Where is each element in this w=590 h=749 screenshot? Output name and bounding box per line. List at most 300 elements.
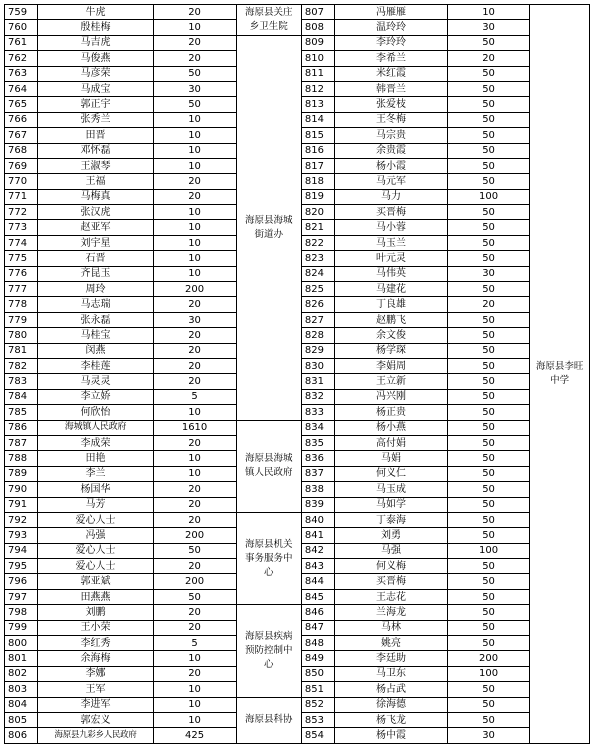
row-number: 806 bbox=[5, 728, 38, 743]
donor-name: 杨学琛 bbox=[335, 343, 447, 358]
row-number: 814 bbox=[301, 112, 334, 127]
donor-name: 李进军 bbox=[38, 697, 153, 712]
donation-amount: 10 bbox=[153, 128, 236, 143]
donor-name: 马志瑞 bbox=[38, 297, 153, 312]
row-number: 793 bbox=[5, 528, 38, 543]
row-number: 813 bbox=[301, 97, 334, 112]
row-number: 781 bbox=[5, 343, 38, 358]
donation-amount: 30 bbox=[447, 20, 530, 35]
row-number: 808 bbox=[301, 20, 334, 35]
row-number: 794 bbox=[5, 543, 38, 558]
row-number: 848 bbox=[301, 636, 334, 651]
donor-name: 田晋 bbox=[38, 128, 153, 143]
donor-name: 杨小燕 bbox=[335, 420, 447, 435]
donation-amount: 50 bbox=[447, 174, 530, 189]
donor-name: 余海梅 bbox=[38, 651, 153, 666]
donation-amount: 20 bbox=[447, 51, 530, 66]
donation-amount: 50 bbox=[447, 620, 530, 635]
organization-cell: 海原县海城街道办 bbox=[236, 35, 301, 420]
donation-amount: 50 bbox=[447, 158, 530, 173]
row-number: 768 bbox=[5, 143, 38, 158]
donor-name: 高付娟 bbox=[335, 435, 447, 450]
donation-table bbox=[4, 4, 590, 744]
row-number: 778 bbox=[5, 297, 38, 312]
donor-name: 马吉虎 bbox=[38, 35, 153, 50]
donation-amount: 10 bbox=[153, 451, 236, 466]
row-number: 777 bbox=[5, 282, 38, 297]
row-number: 796 bbox=[5, 574, 38, 589]
donor-name: 冯强 bbox=[38, 528, 153, 543]
donation-amount: 10 bbox=[153, 20, 236, 35]
donor-name: 张爱枝 bbox=[335, 97, 447, 112]
donor-name: 马芳 bbox=[38, 497, 153, 512]
donation-amount: 50 bbox=[447, 559, 530, 574]
donation-amount: 10 bbox=[153, 251, 236, 266]
donor-name: 李兰 bbox=[38, 466, 153, 481]
donation-amount: 50 bbox=[153, 543, 236, 558]
row-number: 828 bbox=[301, 328, 334, 343]
donor-name: 周玲 bbox=[38, 282, 153, 297]
donor-name: 丁良雄 bbox=[335, 297, 447, 312]
donor-name: 张汉虎 bbox=[38, 205, 153, 220]
row-number: 849 bbox=[301, 651, 334, 666]
donation-amount: 10 bbox=[153, 266, 236, 281]
donor-name: 杨中霞 bbox=[335, 728, 447, 743]
donation-amount: 50 bbox=[447, 682, 530, 697]
donor-name: 马林 bbox=[335, 620, 447, 635]
donation-amount: 100 bbox=[447, 189, 530, 204]
donation-amount: 50 bbox=[447, 143, 530, 158]
row-number: 825 bbox=[301, 282, 334, 297]
donation-amount: 5 bbox=[153, 389, 236, 404]
donor-name: 郭正宇 bbox=[38, 97, 153, 112]
donor-name: 邓怀磊 bbox=[38, 143, 153, 158]
donor-name: 王志花 bbox=[335, 589, 447, 604]
donation-sheet bbox=[4, 4, 590, 744]
donor-name: 马灵灵 bbox=[38, 374, 153, 389]
row-number: 812 bbox=[301, 81, 334, 96]
donor-name: 李立娇 bbox=[38, 389, 153, 404]
donation-amount: 20 bbox=[153, 497, 236, 512]
donation-amount: 200 bbox=[153, 528, 236, 543]
row-number: 783 bbox=[5, 374, 38, 389]
donor-name: 马桂宝 bbox=[38, 328, 153, 343]
donation-amount: 50 bbox=[447, 482, 530, 497]
donor-name: 丁泰海 bbox=[335, 512, 447, 527]
donor-name: 李桂莲 bbox=[38, 358, 153, 373]
row-number: 835 bbox=[301, 435, 334, 450]
row-number: 853 bbox=[301, 712, 334, 727]
row-number: 851 bbox=[301, 682, 334, 697]
donation-amount: 20 bbox=[153, 605, 236, 620]
row-number: 826 bbox=[301, 297, 334, 312]
donation-amount: 50 bbox=[447, 466, 530, 481]
donor-name: 海原县九彩乡人民政府 bbox=[38, 728, 153, 743]
donation-amount: 10 bbox=[153, 682, 236, 697]
donation-amount: 20 bbox=[447, 297, 530, 312]
table-row bbox=[5, 697, 590, 712]
table-row bbox=[5, 420, 590, 435]
donor-name: 马玉成 bbox=[335, 482, 447, 497]
donation-amount: 50 bbox=[447, 358, 530, 373]
donor-name: 马元军 bbox=[335, 174, 447, 189]
row-number: 829 bbox=[301, 343, 334, 358]
donor-name: 杨正贵 bbox=[335, 405, 447, 420]
organization-cell: 海原县疾病预防控制中心 bbox=[236, 605, 301, 697]
donation-amount: 10 bbox=[153, 220, 236, 235]
donor-name: 姚亮 bbox=[335, 636, 447, 651]
donation-amount: 50 bbox=[447, 81, 530, 96]
donor-name: 刘宇星 bbox=[38, 235, 153, 250]
row-number: 761 bbox=[5, 35, 38, 50]
row-number: 811 bbox=[301, 66, 334, 81]
row-number: 785 bbox=[5, 405, 38, 420]
row-number: 836 bbox=[301, 451, 334, 466]
row-number: 786 bbox=[5, 420, 38, 435]
donor-name: 马建花 bbox=[335, 282, 447, 297]
row-number: 769 bbox=[5, 158, 38, 173]
donation-amount: 20 bbox=[153, 482, 236, 497]
row-number: 832 bbox=[301, 389, 334, 404]
donor-name: 王小荣 bbox=[38, 620, 153, 635]
donation-amount: 50 bbox=[447, 66, 530, 81]
donation-amount: 20 bbox=[153, 297, 236, 312]
row-number: 799 bbox=[5, 620, 38, 635]
row-number: 782 bbox=[5, 358, 38, 373]
donation-amount: 20 bbox=[153, 435, 236, 450]
donation-amount: 50 bbox=[447, 35, 530, 50]
row-number: 770 bbox=[5, 174, 38, 189]
donor-name: 张秀兰 bbox=[38, 112, 153, 127]
row-number: 795 bbox=[5, 559, 38, 574]
donor-name: 韩晋兰 bbox=[335, 81, 447, 96]
row-number: 817 bbox=[301, 158, 334, 173]
row-number: 760 bbox=[5, 20, 38, 35]
donor-name: 杨国华 bbox=[38, 482, 153, 497]
row-number: 789 bbox=[5, 466, 38, 481]
donation-amount: 1610 bbox=[153, 420, 236, 435]
donor-name: 李玲玲 bbox=[335, 35, 447, 50]
donation-amount: 20 bbox=[153, 189, 236, 204]
donation-amount: 50 bbox=[447, 435, 530, 450]
donor-name: 齐昆玉 bbox=[38, 266, 153, 281]
row-number: 759 bbox=[5, 5, 38, 20]
donor-name: 李廷助 bbox=[335, 651, 447, 666]
row-number: 792 bbox=[5, 512, 38, 527]
row-number: 838 bbox=[301, 482, 334, 497]
row-number: 844 bbox=[301, 574, 334, 589]
donor-name: 冯雁雁 bbox=[335, 5, 447, 20]
donation-amount: 30 bbox=[447, 266, 530, 281]
donation-amount: 20 bbox=[153, 666, 236, 681]
donation-amount: 50 bbox=[447, 420, 530, 435]
donation-amount: 20 bbox=[153, 343, 236, 358]
donation-amount: 50 bbox=[447, 282, 530, 297]
row-number: 818 bbox=[301, 174, 334, 189]
row-number: 780 bbox=[5, 328, 38, 343]
row-number: 843 bbox=[301, 559, 334, 574]
row-number: 788 bbox=[5, 451, 38, 466]
row-number: 840 bbox=[301, 512, 334, 527]
donor-name: 叶元灵 bbox=[335, 251, 447, 266]
organization-cell: 海原县海城镇人民政府 bbox=[236, 420, 301, 512]
donor-name: 李娜 bbox=[38, 666, 153, 681]
donation-amount: 100 bbox=[447, 666, 530, 681]
donation-amount: 20 bbox=[153, 512, 236, 527]
donation-amount: 50 bbox=[447, 574, 530, 589]
donation-amount: 50 bbox=[447, 605, 530, 620]
row-number: 773 bbox=[5, 220, 38, 235]
row-number: 824 bbox=[301, 266, 334, 281]
donor-name: 王福 bbox=[38, 174, 153, 189]
table-row bbox=[5, 605, 590, 620]
row-number: 805 bbox=[5, 712, 38, 727]
donor-name: 马娟 bbox=[335, 451, 447, 466]
donation-amount: 100 bbox=[447, 543, 530, 558]
row-number: 823 bbox=[301, 251, 334, 266]
row-number: 810 bbox=[301, 51, 334, 66]
row-number: 833 bbox=[301, 405, 334, 420]
donation-amount: 50 bbox=[447, 512, 530, 527]
organization-cell: 海原县关庄乡卫生院 bbox=[236, 5, 301, 36]
donation-amount: 30 bbox=[447, 728, 530, 743]
donor-name: 石晋 bbox=[38, 251, 153, 266]
row-number: 790 bbox=[5, 482, 38, 497]
donation-amount: 10 bbox=[153, 697, 236, 712]
donation-amount: 10 bbox=[153, 466, 236, 481]
row-number: 791 bbox=[5, 497, 38, 512]
donation-amount: 50 bbox=[447, 636, 530, 651]
donation-amount: 20 bbox=[153, 51, 236, 66]
donation-amount: 50 bbox=[447, 205, 530, 220]
row-number: 846 bbox=[301, 605, 334, 620]
donor-name: 郭宏义 bbox=[38, 712, 153, 727]
donation-amount: 50 bbox=[447, 528, 530, 543]
donor-name: 何义仁 bbox=[335, 466, 447, 481]
donation-amount: 50 bbox=[447, 497, 530, 512]
donor-name: 马强 bbox=[335, 543, 447, 558]
donation-amount: 50 bbox=[447, 697, 530, 712]
donor-name: 爱心人士 bbox=[38, 543, 153, 558]
donor-name: 张永磊 bbox=[38, 312, 153, 327]
donor-name: 余贵霞 bbox=[335, 143, 447, 158]
row-number: 767 bbox=[5, 128, 38, 143]
row-number: 766 bbox=[5, 112, 38, 127]
donor-name: 马玉兰 bbox=[335, 235, 447, 250]
donation-amount: 20 bbox=[153, 35, 236, 50]
row-number: 763 bbox=[5, 66, 38, 81]
donor-name: 刘鹏 bbox=[38, 605, 153, 620]
row-number: 771 bbox=[5, 189, 38, 204]
donor-name: 马伟英 bbox=[335, 266, 447, 281]
donor-name: 马彦荣 bbox=[38, 66, 153, 81]
donor-name: 买晋梅 bbox=[335, 574, 447, 589]
donation-amount: 50 bbox=[447, 374, 530, 389]
row-number: 774 bbox=[5, 235, 38, 250]
row-number: 772 bbox=[5, 205, 38, 220]
donor-name: 徐海德 bbox=[335, 697, 447, 712]
donor-name: 海城镇人民政府 bbox=[38, 420, 153, 435]
row-number: 821 bbox=[301, 220, 334, 235]
row-number: 842 bbox=[301, 543, 334, 558]
donation-amount: 20 bbox=[153, 374, 236, 389]
row-number: 850 bbox=[301, 666, 334, 681]
row-number: 841 bbox=[301, 528, 334, 543]
row-number: 779 bbox=[5, 312, 38, 327]
row-number: 764 bbox=[5, 81, 38, 96]
donation-amount: 50 bbox=[447, 220, 530, 235]
table-row bbox=[5, 35, 590, 50]
donor-name: 杨飞龙 bbox=[335, 712, 447, 727]
donation-amount: 200 bbox=[153, 574, 236, 589]
row-number: 815 bbox=[301, 128, 334, 143]
row-number: 827 bbox=[301, 312, 334, 327]
donation-amount: 10 bbox=[153, 235, 236, 250]
row-number: 854 bbox=[301, 728, 334, 743]
donor-name: 郭亚斌 bbox=[38, 574, 153, 589]
row-number: 816 bbox=[301, 143, 334, 158]
row-number: 762 bbox=[5, 51, 38, 66]
donor-name: 买晋梅 bbox=[335, 205, 447, 220]
row-number: 765 bbox=[5, 97, 38, 112]
row-number: 807 bbox=[301, 5, 334, 20]
donor-name: 田艳 bbox=[38, 451, 153, 466]
donor-name: 李成荣 bbox=[38, 435, 153, 450]
donor-name: 杨占武 bbox=[335, 682, 447, 697]
row-number: 839 bbox=[301, 497, 334, 512]
donor-name: 米红霞 bbox=[335, 66, 447, 81]
donation-amount: 50 bbox=[447, 589, 530, 604]
donation-amount: 50 bbox=[447, 389, 530, 404]
donor-name: 爱心人士 bbox=[38, 559, 153, 574]
donor-name: 李红秀 bbox=[38, 636, 153, 651]
donation-amount: 30 bbox=[153, 81, 236, 96]
donation-amount: 50 bbox=[447, 97, 530, 112]
row-number: 787 bbox=[5, 435, 38, 450]
donor-name: 李娟周 bbox=[335, 358, 447, 373]
organization-cell: 海原县李旺中学 bbox=[530, 5, 590, 744]
donation-amount: 10 bbox=[153, 651, 236, 666]
donor-name: 马梅真 bbox=[38, 189, 153, 204]
donor-name: 闵燕 bbox=[38, 343, 153, 358]
donation-amount: 10 bbox=[447, 5, 530, 20]
donor-name: 马成宝 bbox=[38, 81, 153, 96]
donation-amount: 200 bbox=[153, 282, 236, 297]
row-number: 831 bbox=[301, 374, 334, 389]
row-number: 837 bbox=[301, 466, 334, 481]
row-number: 830 bbox=[301, 358, 334, 373]
row-number: 809 bbox=[301, 35, 334, 50]
donation-amount: 20 bbox=[153, 328, 236, 343]
donor-name: 马如学 bbox=[335, 497, 447, 512]
row-number: 798 bbox=[5, 605, 38, 620]
row-number: 847 bbox=[301, 620, 334, 635]
donor-name: 赵鹏飞 bbox=[335, 312, 447, 327]
donor-name: 刘勇 bbox=[335, 528, 447, 543]
donation-amount: 10 bbox=[153, 143, 236, 158]
row-number: 775 bbox=[5, 251, 38, 266]
donor-name: 马小蓉 bbox=[335, 220, 447, 235]
table-row bbox=[5, 512, 590, 527]
row-number: 804 bbox=[5, 697, 38, 712]
row-number: 784 bbox=[5, 389, 38, 404]
donation-amount: 20 bbox=[153, 5, 236, 20]
donation-amount: 50 bbox=[447, 112, 530, 127]
donation-amount: 50 bbox=[153, 97, 236, 112]
donation-amount: 50 bbox=[153, 66, 236, 81]
row-number: 845 bbox=[301, 589, 334, 604]
donor-name: 冯兴刚 bbox=[335, 389, 447, 404]
row-number: 802 bbox=[5, 666, 38, 681]
donor-name: 兰海龙 bbox=[335, 605, 447, 620]
organization-cell: 海原县机关事务服务中心 bbox=[236, 512, 301, 604]
donor-name: 马力 bbox=[335, 189, 447, 204]
donor-name: 温玲玲 bbox=[335, 20, 447, 35]
donor-name: 王淑琴 bbox=[38, 158, 153, 173]
donor-name: 马卫东 bbox=[335, 666, 447, 681]
donor-name: 马宗贵 bbox=[335, 128, 447, 143]
donation-amount: 10 bbox=[153, 405, 236, 420]
row-number: 834 bbox=[301, 420, 334, 435]
donation-amount: 30 bbox=[153, 312, 236, 327]
donor-name: 李希兰 bbox=[335, 51, 447, 66]
donor-name: 余文俊 bbox=[335, 328, 447, 343]
donation-amount: 50 bbox=[447, 251, 530, 266]
donation-amount: 20 bbox=[153, 620, 236, 635]
donation-amount: 10 bbox=[153, 112, 236, 127]
donation-amount: 50 bbox=[447, 405, 530, 420]
donation-amount: 50 bbox=[447, 328, 530, 343]
donor-name: 赵亚军 bbox=[38, 220, 153, 235]
row-number: 819 bbox=[301, 189, 334, 204]
donor-name: 爱心人士 bbox=[38, 512, 153, 527]
donor-name: 王立新 bbox=[335, 374, 447, 389]
row-number: 776 bbox=[5, 266, 38, 281]
donation-amount: 200 bbox=[447, 651, 530, 666]
donor-name: 王军 bbox=[38, 682, 153, 697]
organization-cell: 海原县科协 bbox=[236, 697, 301, 743]
donor-name: 牛虎 bbox=[38, 5, 153, 20]
donor-name: 王冬梅 bbox=[335, 112, 447, 127]
donation-amount: 50 bbox=[447, 712, 530, 727]
donation-amount: 50 bbox=[153, 589, 236, 604]
donation-amount: 425 bbox=[153, 728, 236, 743]
row-number: 797 bbox=[5, 589, 38, 604]
donation-amount: 50 bbox=[447, 128, 530, 143]
row-number: 801 bbox=[5, 651, 38, 666]
donor-name: 何义梅 bbox=[335, 559, 447, 574]
donation-amount: 5 bbox=[153, 636, 236, 651]
donation-amount: 20 bbox=[153, 174, 236, 189]
row-number: 852 bbox=[301, 697, 334, 712]
donation-amount: 50 bbox=[447, 312, 530, 327]
donation-amount: 10 bbox=[153, 205, 236, 220]
row-number: 820 bbox=[301, 205, 334, 220]
donation-amount: 50 bbox=[447, 451, 530, 466]
donation-amount: 50 bbox=[447, 343, 530, 358]
donor-name: 殷桂梅 bbox=[38, 20, 153, 35]
row-number: 803 bbox=[5, 682, 38, 697]
donor-name: 马俊燕 bbox=[38, 51, 153, 66]
donation-amount: 20 bbox=[153, 358, 236, 373]
donor-name: 杨小霞 bbox=[335, 158, 447, 173]
row-number: 800 bbox=[5, 636, 38, 651]
donor-name: 何欣怡 bbox=[38, 405, 153, 420]
donation-amount: 10 bbox=[153, 158, 236, 173]
donation-amount: 20 bbox=[153, 559, 236, 574]
donor-name: 田燕燕 bbox=[38, 589, 153, 604]
donation-amount: 10 bbox=[153, 712, 236, 727]
